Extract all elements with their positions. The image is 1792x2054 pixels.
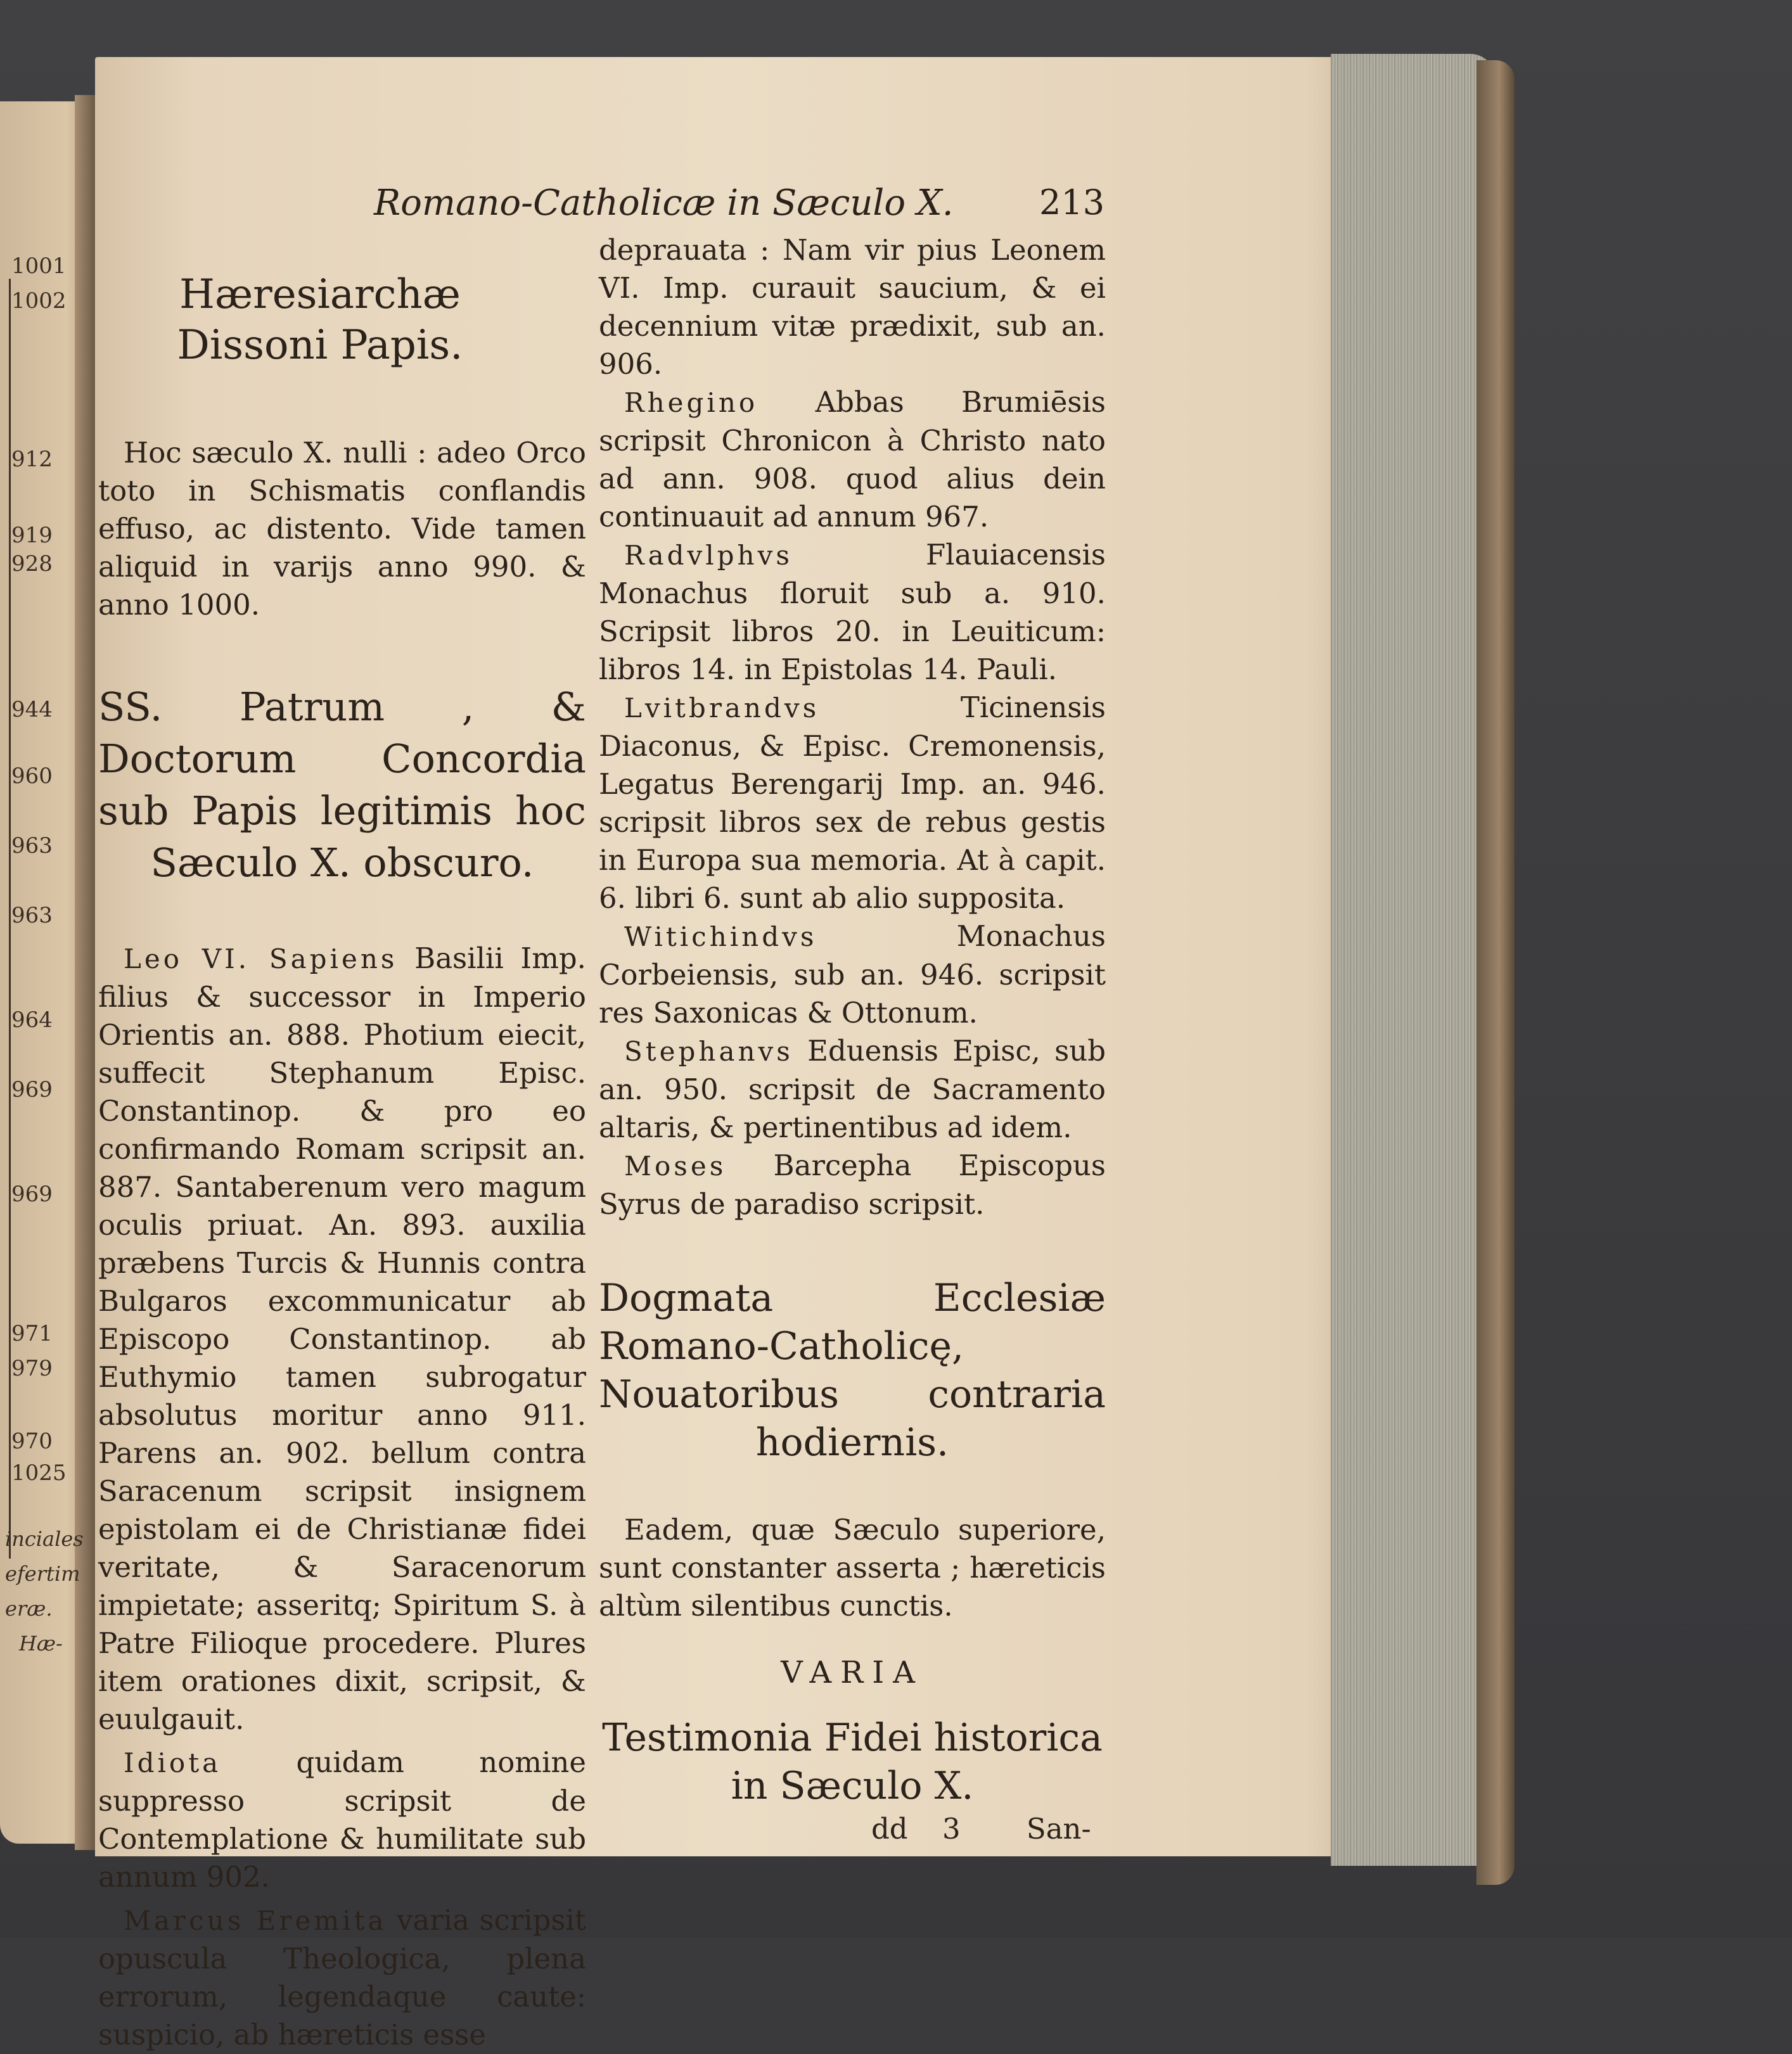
margin-number: 1002	[11, 288, 67, 314]
margin-number: 960	[11, 763, 53, 789]
paragraph-eadem: Eadem, quæ Sæculo superiore, sunt constanter asserta ; hæreticis altùm silentibus cunctis.	[599, 1513, 1106, 1623]
margin-number: 928	[11, 551, 53, 577]
text-witichind: Monachus Corbeiensis, sub an. 946. scripsit res Saxonicas & Ottonum.	[599, 919, 1106, 1030]
heading-haeresiarchae: Hæresiarchæ Dissoni Papis.	[177, 271, 463, 369]
text-stephanus: Eduensis Episc, sub an. 950. scripsit de Sacramento altaris, & pertinentibus ad idem.	[599, 1034, 1106, 1144]
margin-number: 1025	[11, 1460, 67, 1486]
name-regino: Rhegino	[624, 387, 758, 418]
catchword: San-	[1026, 1812, 1091, 1846]
name-luitprand: Lvitbrandvs	[624, 692, 820, 724]
margin-number: 969	[11, 1077, 53, 1102]
text-marcus: varia scripsit opuscula Theologica, plena errorum, legendaque caute: suspicio, ab hæreticis esse	[98, 1903, 586, 2051]
heading-ss-patrum: SS. Patrum , & Doctorum Concordia sub Papis legitimis hoc Sæculo X. obscuro.	[98, 684, 586, 886]
entry-witichind	[599, 917, 1106, 1032]
margin-rule	[9, 279, 11, 1559]
name-marcus: Marcus Eremita	[124, 1905, 387, 1936]
entry-radulphus	[599, 536, 1106, 689]
margin-note: inciales	[5, 1527, 84, 1551]
name-witichind: Witichindvs	[624, 921, 817, 952]
entry-idiota	[98, 1744, 586, 1896]
margin-number: 963	[11, 833, 53, 858]
text-leo: Basilii Imp. filius & successor in Imperio Orientis an. 888. Photium eiecit, suffecit Stephanum Episc. Constantinop. & pro eo confirmando Romam scripsit an. 887. Santaberenum vero magum oculis priuat. An. 893. auxilia præbens Turcis & Hunnis contra Bulgaros excommunicatur ab Episcopo Constantinop. ab Euthymio tamen subrogatur absolutus moritur anno 911. Parens an. 902. bellum contra Saracenum scripsit insignem epistolam ei de Christianæ fidei veritate, & Saracenorum impietate; asseritq; Spiritum S. à Patre Filioque procedere. Plures item orationes dixit, scripsit, & euulgauit.	[98, 941, 586, 1736]
name-moses: Moses	[624, 1151, 727, 1182]
entry-moses	[599, 1147, 1106, 1223]
text-luitprand: Ticinensis Diaconus, & Episc. Cremonensis, Legatus Berengarij Imp. an. 946. scripsit libros sex de rebus gestis in Europa sua memoria. At à capit. 6. libri 6. sunt ab alio supposita.	[599, 691, 1106, 915]
right-column	[599, 231, 1106, 1848]
signature-number: 3	[942, 1812, 961, 1846]
heading-testimonia: Testimonia Fidei historica in Sæculo X.	[602, 1716, 1103, 1808]
margin-number: 963	[11, 903, 53, 928]
signature-mark: dd	[871, 1812, 908, 1846]
margin-number: 979	[11, 1356, 53, 1381]
margin-number: 970	[11, 1429, 53, 1454]
margin-note: Hæ-	[19, 1631, 63, 1655]
margin-number: 944	[11, 697, 53, 722]
margin-note: efertim	[5, 1562, 80, 1586]
name-stephanus: Stephanvs	[624, 1036, 793, 1067]
margin-number: 912	[11, 447, 53, 472]
name-leo: Leo VI. Sapiens	[124, 943, 398, 974]
paragraph-hoc-saeculo: Hoc sæculo X. nulli : adeo Orco toto in Schismatis conflandis effuso, ac distento. Vide tamen aliquid in varijs anno 990. & anno 1000.	[98, 436, 586, 622]
entry-luitprand	[599, 689, 1106, 917]
text-idiota: quidam nomine suppresso scripsit de Contemplatione & humilitate sub annum 902.	[98, 1745, 586, 1894]
entry-continuation: deprauata : Nam vir pius Leonem VI. Imp. curauit saucium, & ei decennium vitæ prædixit, sub an. 906.	[599, 233, 1106, 381]
margin-number: 1001	[11, 253, 67, 279]
margin-number: 919	[11, 523, 53, 548]
margin-number: 964	[11, 1007, 53, 1033]
entry-stephanus	[599, 1032, 1106, 1147]
margin-number: 971	[11, 1321, 53, 1346]
heading-varia: VARIA	[781, 1655, 924, 1690]
margin-number: 969	[11, 1182, 53, 1207]
left-column	[98, 269, 586, 2054]
text-regino: Abbas Brumiēsis scripsit Chronicon à Christo nato ad ann. 908. quod alius dein continuauit ad annum 967.	[599, 385, 1106, 533]
entry-regino	[599, 383, 1106, 536]
running-title: Romano-Catholicæ in Sæculo X.	[374, 182, 954, 224]
page-block-edges	[1331, 54, 1495, 1866]
book-cover-edge	[1476, 60, 1514, 1885]
heading-dogmata: Dogmata Ecclesiæ Romano-Catholicę, Nouatoribus contraria hodiernis.	[599, 1276, 1106, 1465]
name-idiota: Idiota	[124, 1747, 222, 1778]
entry-marcus	[98, 1901, 586, 2054]
text-radulphus: Flauiacensis Monachus floruit sub a. 910. Scripsit libros 20. in Leuiticum: libros 14. in Epistolas 14. Pauli.	[599, 538, 1106, 686]
entry-leo	[98, 940, 586, 1738]
catchword-line	[599, 1810, 1106, 1848]
text-moses: Barcepha Episcopus Syrus de paradiso scripsit.	[599, 1149, 1106, 1221]
margin-note: eræ.	[5, 1597, 53, 1621]
name-radulphus: Radvlphvs	[624, 540, 793, 571]
page-number: 213	[1039, 182, 1105, 222]
